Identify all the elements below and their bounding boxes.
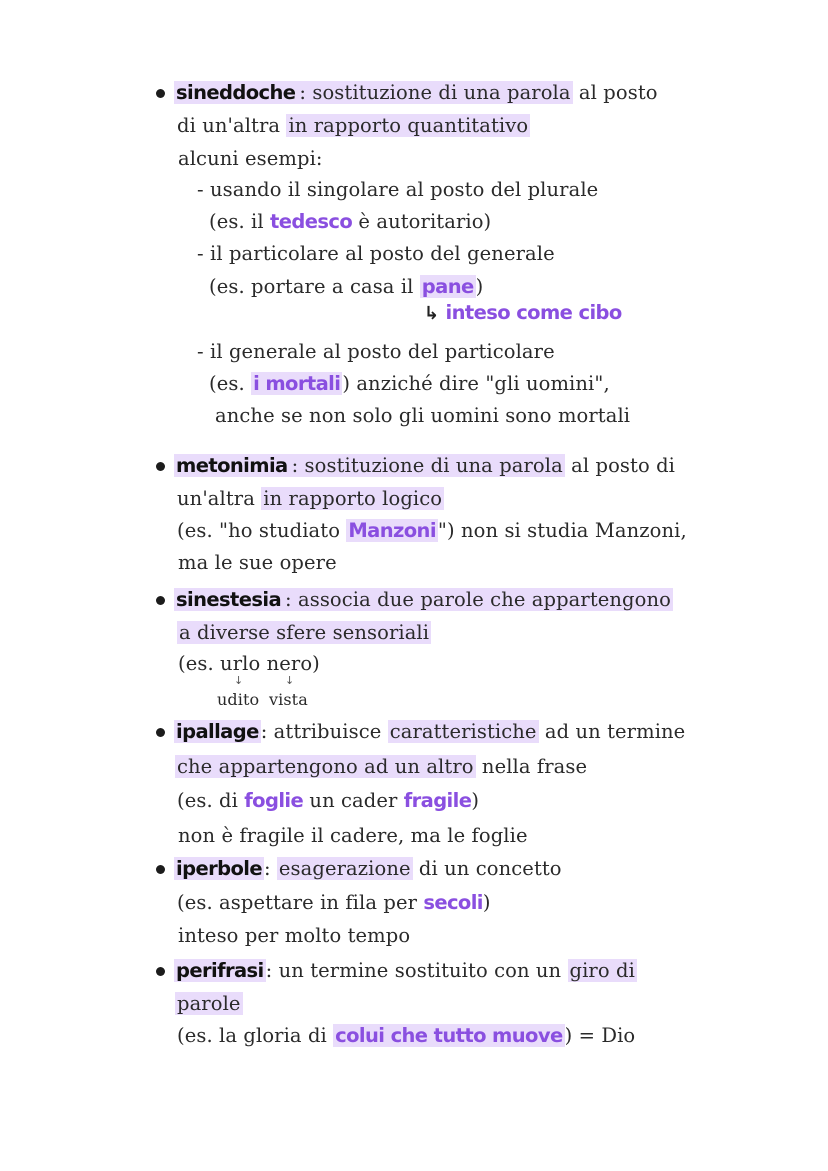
term-sineddoche: sineddoche (176, 81, 296, 104)
perifrasi-line-2 (175, 991, 243, 1017)
sineddoche-ex3-desc: - il generale al posto del particolare (197, 340, 555, 363)
perifrasi-ex (177, 1023, 635, 1049)
iperbole-def-c: di un concetto (412, 857, 562, 880)
sineddoche-ex2-post: ) (475, 275, 484, 298)
example-word-colui-che-tutto-muove: colui che tutto muove (335, 1024, 563, 1047)
ipallage-def-b: caratteristiche (389, 720, 537, 743)
sineddoche-ex2-desc: - il particolare al posto del generale (197, 242, 555, 265)
ipallage-ex (177, 788, 479, 814)
sineddoche-line-1 (174, 80, 658, 106)
arrow-down-icon: ↓ (285, 674, 295, 687)
sineddoche-examples-label: alcuni esempi: (178, 147, 323, 170)
sineddoche-ex2-pre: (es. portare a casa il (209, 275, 420, 298)
term-sinestesia: sinestesia (176, 588, 282, 611)
sineddoche-ex1-pre: (es. il (209, 210, 271, 233)
sineddoche-def-highlight: : sostituzione di una parola (299, 81, 571, 104)
perifrasi-line-1 (174, 958, 637, 984)
term-metonimia: metonimia (176, 454, 288, 477)
sineddoche-ex3-pre: (es. (209, 372, 252, 395)
bullet-ipallage (156, 728, 165, 737)
sineddoche-ex1-post: è autoritario) (352, 210, 492, 233)
arrow-down-icon: ↓ (234, 674, 244, 687)
example-word-secoli: secoli (423, 891, 483, 914)
iperbole-ex-pre: (es. aspettare in fila per (177, 891, 424, 914)
example-word-manzoni: Manzoni (348, 519, 436, 542)
bullet-sineddoche (156, 89, 165, 98)
sinestesia-label-udito: udito (217, 690, 260, 709)
sineddoche-ex3-note: anche se non solo gli uomini sono mortali (215, 404, 631, 427)
example-word-i-mortali: i mortali (253, 372, 341, 395)
sineddoche-def-c: di un'altra (177, 114, 287, 137)
perifrasi-def-b: giro di (569, 959, 635, 982)
perifrasi-def-c: parole (177, 992, 241, 1015)
sineddoche-ex1-desc: - usando il singolare al posto del plurale (197, 178, 599, 201)
iperbole-line-1 (174, 856, 562, 882)
perifrasi-ex-pre: (es. la gloria di (177, 1024, 334, 1047)
ipallage-def-e: nella frase (475, 755, 588, 778)
iperbole-ex-post: ) (482, 891, 491, 914)
iperbole-ex (177, 890, 491, 916)
sinestesia-def-b: a diverse sfere sensoriali (179, 621, 430, 644)
term-iperbole: iperbole (176, 857, 262, 880)
ipallage-ex-pre: (es. di (177, 789, 245, 812)
metonimia-ex-pre: (es. "ho studiato (177, 519, 347, 542)
sineddoche-ex3 (209, 371, 610, 397)
metonimia-line-2 (177, 486, 444, 512)
iperbole-def-b: esagerazione (278, 857, 411, 880)
ipallage-ex-note: non è fragile il cadere, ma le foglie (178, 824, 528, 847)
sinestesia-def-a: : associa due parole che appartengono (285, 588, 671, 611)
sinestesia-label-vista: vista (269, 690, 308, 709)
perifrasi-ex-post: ) = Dio (564, 1024, 636, 1047)
metonimia-ex-post: ") non si studia Manzoni, (437, 519, 687, 542)
term-perifrasi: perifrasi (176, 959, 264, 982)
metonimia-def-highlight: : sostituzione di una parola (291, 454, 563, 477)
sineddoche-def-d: in rapporto quantitativo (288, 114, 529, 137)
example-word-foglie: foglie (244, 789, 304, 812)
metonimia-ex (177, 518, 687, 544)
bullet-iperbole (156, 865, 165, 874)
sineddoche-ex2 (209, 274, 483, 300)
metonimia-def-d: in rapporto logico (263, 487, 443, 510)
metonimia-line-1 (174, 453, 675, 479)
ipallage-line-1 (174, 719, 685, 745)
note-inteso-come-cibo: inteso come cibo (445, 301, 622, 324)
example-word-fragile: fragile (403, 789, 472, 812)
ipallage-ex-mid: un cader (303, 789, 404, 812)
sineddoche-line-2 (177, 113, 530, 139)
sinestesia-line-2 (177, 620, 431, 646)
curved-arrow-icon: ↳ (424, 303, 440, 324)
iperbole-def-a: : (263, 857, 277, 880)
sineddoche-ex3-post: ) anziché dire "gli uomini", (342, 372, 610, 395)
sinestesia-ex: (es. urlo nero) (178, 652, 320, 675)
ipallage-def-a: : attribuisce (260, 720, 388, 743)
metonimia-def-b: al posto di (564, 454, 676, 477)
example-word-pane: pane (421, 275, 474, 298)
sineddoche-ex1 (209, 209, 491, 235)
sineddoche-ex2-note (424, 300, 622, 327)
sineddoche-def-b: al posto (572, 81, 658, 104)
ipallage-def-d: che appartengono ad un altro (177, 755, 474, 778)
term-ipallage: ipallage (176, 720, 259, 743)
perifrasi-def-a: : un termine sostituito con un (265, 959, 568, 982)
example-word-tedesco: tedesco (270, 210, 353, 233)
sinestesia-line-1 (174, 587, 673, 613)
ipallage-def-c: ad un termine (538, 720, 686, 743)
ipallage-ex-post: ) (471, 789, 480, 812)
metonimia-def-c: un'altra (177, 487, 262, 510)
metonimia-ex-note: ma le sue opere (178, 551, 337, 574)
bullet-metonimia (156, 462, 165, 471)
bullet-sinestesia (156, 596, 165, 605)
ipallage-line-2 (175, 754, 587, 780)
bullet-perifrasi (156, 967, 165, 976)
iperbole-ex-note: inteso per molto tempo (178, 924, 411, 947)
